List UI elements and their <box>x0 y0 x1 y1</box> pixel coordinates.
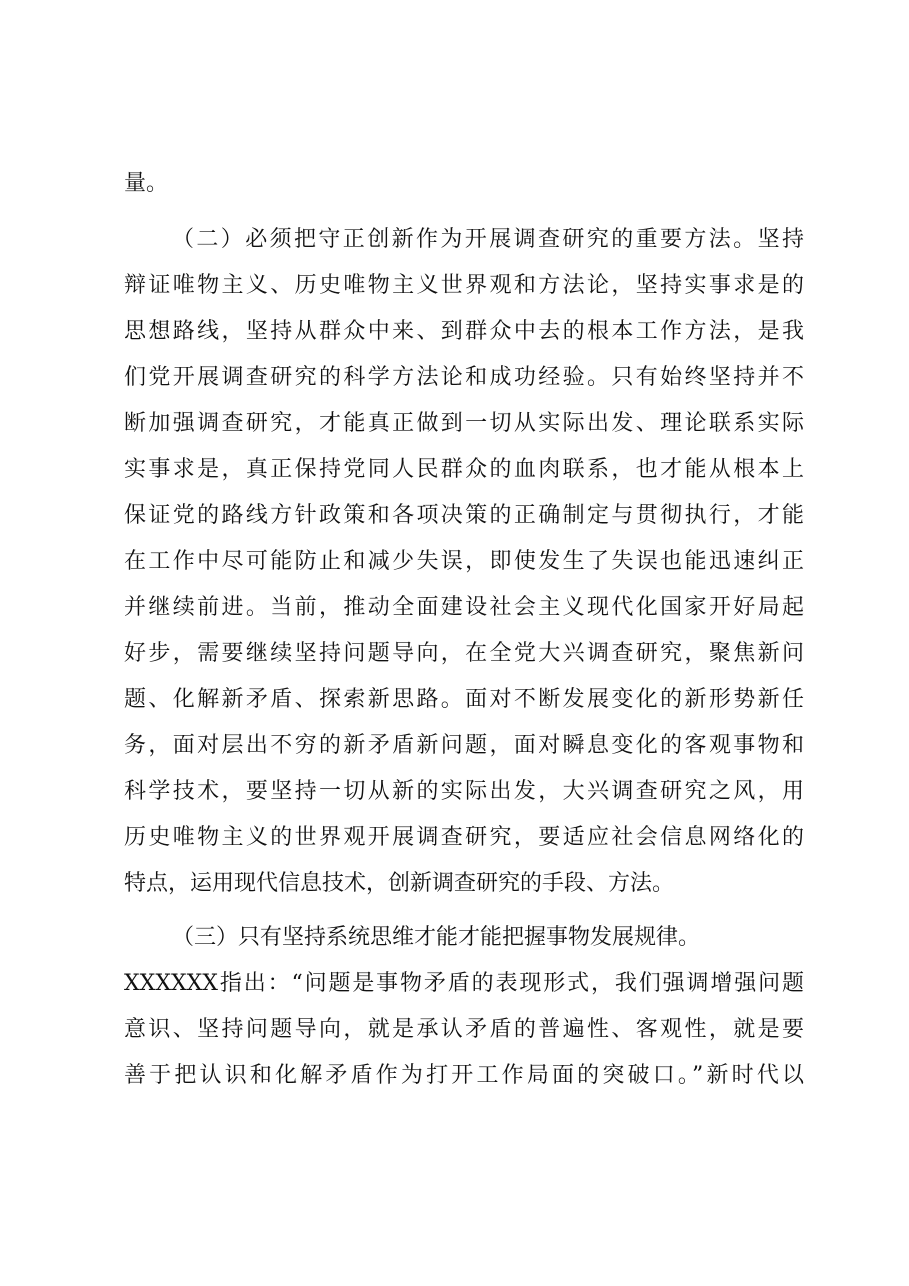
text-line: 辩证唯物主义、历史唯物主义世界观和方法论，坚持实事求是的 <box>124 273 804 298</box>
text-line: 务，面对层出不穷的新矛盾新问题，面对瞬息变化的客观事物和 <box>124 733 804 758</box>
text-line: 题、化解新矛盾、探索新思路。面对不断发展变化的新形势新任 <box>124 687 804 712</box>
text-line: 并继续前进。当前，推动全面建设社会主义现代化国家开好局起 <box>124 595 804 620</box>
text-line: 善于把认识和化解矛盾作为打开工作局面的突破口。”新时代以 <box>124 1063 804 1088</box>
text-line: 断加强调查研究，才能真正做到一切从实际出发、理论联系实际 <box>124 411 804 436</box>
text-line: 意识、坚持问题导向，就是承认矛盾的普遍性、客观性，就是要 <box>124 1017 804 1042</box>
section-heading-3: （三）只有坚持系统思维才能才能把握事物发展规律。 <box>172 925 701 950</box>
text-line: 科学技术，要坚持一切从新的实际出发，大兴调查研究之风，用 <box>124 779 804 804</box>
section-heading-2: （二）必须把守正创新作为开展调查研究的重要方法。坚持 <box>172 227 804 252</box>
text-line: 们党开展调查研究的科学方法论和成功经验。只有始终坚持并不 <box>124 365 804 390</box>
text-line: 好步，需要继续坚持问题导向，在全党大兴调查研究，聚焦新问 <box>124 641 804 666</box>
text-line: 在工作中尽可能防止和减少失误，即使发生了失误也能迅速纠正 <box>124 549 804 574</box>
text-line: 思想路线，坚持从群众中来、到群众中去的根本工作方法，是我 <box>124 319 804 344</box>
text-line: 特点，运用现代信息技术，创新调查研究的手段、方法。 <box>124 871 675 896</box>
text-line: XXXXXX指出：“问题是事物矛盾的表现形式，我们强调增强问题 <box>124 971 804 996</box>
text-line: 量。 <box>124 171 169 196</box>
text-line: 实事求是，真正保持党同人民群众的血肉联系，也才能从根本上 <box>124 457 804 482</box>
text-line: 历史唯物主义的世界观开展调查研究，要适应社会信息网络化的 <box>124 825 804 850</box>
text-line: 保证党的路线方针政策和各项决策的正确制定与贯彻执行，才能 <box>124 503 804 528</box>
